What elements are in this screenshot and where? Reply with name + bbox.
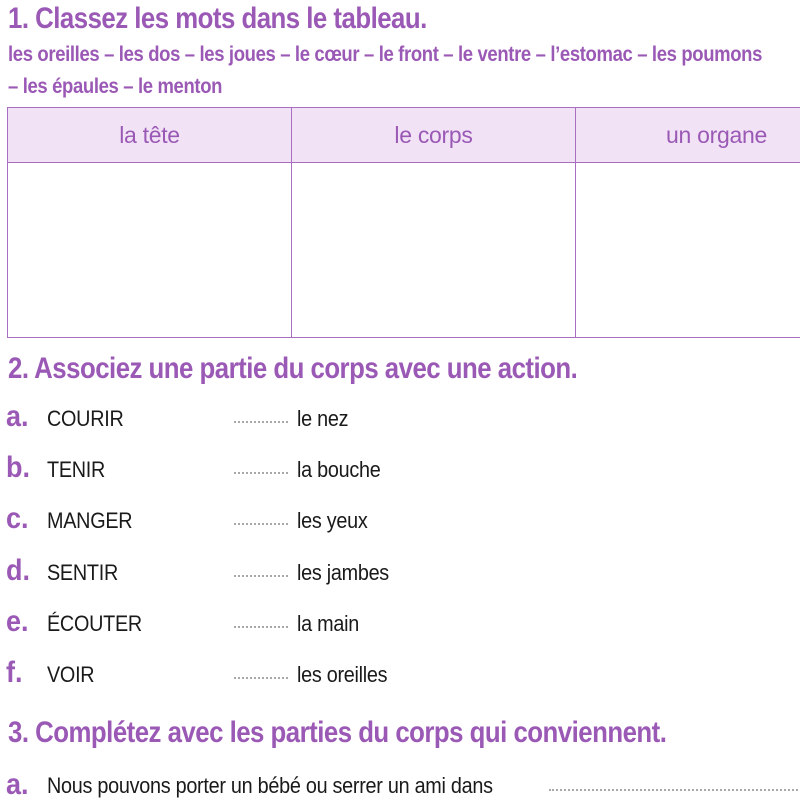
body-part: les oreilles [297, 662, 388, 687]
table-header-row [8, 108, 800, 163]
item-letter: f. [6, 656, 23, 689]
action-word: MANGER [47, 508, 133, 533]
answer-blank[interactable] [234, 472, 288, 474]
answer-blank[interactable] [234, 421, 288, 423]
fill-in-item [0, 768, 800, 802]
body-part: la main [297, 611, 359, 636]
body-part: les yeux [297, 508, 368, 533]
item-letter: a. [6, 768, 29, 801]
answer-cell-le-corps[interactable] [292, 163, 576, 338]
action-word: ÉCOUTER [47, 611, 142, 636]
item-letter: b. [6, 451, 31, 484]
header-un-organe: un organe [576, 108, 800, 163]
match-row [0, 400, 800, 440]
header-le-corps: le corps [292, 108, 576, 163]
item-letter: e. [6, 605, 29, 638]
action-word: SENTIR [47, 560, 118, 585]
exercise-1-title: 1. Classez les mots dans le tableau. [8, 2, 427, 35]
match-row [0, 554, 800, 594]
item-letter: d. [6, 554, 31, 587]
match-row [0, 605, 800, 645]
body-part: les jambes [297, 560, 389, 585]
fill-in-sentence: Nous pouvons porter un bébé ou serrer un ami dans [47, 773, 493, 798]
header-la-tete: la tête [8, 108, 292, 163]
answer-blank[interactable] [234, 626, 288, 628]
exercise-2-title: 2. Associez une partie du corps avec une action. [8, 352, 578, 385]
item-letter: c. [6, 502, 29, 535]
answer-cell-la-tete[interactable] [8, 163, 292, 338]
answer-blank[interactable] [549, 789, 800, 791]
body-part: la bouche [297, 457, 381, 482]
table-answer-row [8, 163, 800, 338]
item-letter: a. [6, 400, 29, 433]
exercise-3-title: 3. Complétez avec les parties du corps qui conviennent. [8, 716, 667, 749]
word-bank-line-2: – les épaules – le menton [8, 75, 223, 98]
action-word: TENIR [47, 457, 106, 482]
match-row [0, 656, 800, 696]
answer-cell-un-organe[interactable] [576, 163, 800, 338]
answer-blank[interactable] [234, 677, 288, 679]
action-word: VOIR [47, 662, 95, 687]
match-row [0, 451, 800, 491]
classification-table [7, 107, 800, 338]
body-part: le nez [297, 406, 349, 431]
answer-blank[interactable] [234, 575, 288, 577]
answer-blank[interactable] [234, 523, 288, 525]
action-word: COURIR [47, 406, 124, 431]
word-bank-line-1: les oreilles – les dos – les joues – le cœur – le front – le ventre – l’estomac – les poumons [8, 43, 763, 66]
match-row [0, 502, 800, 542]
